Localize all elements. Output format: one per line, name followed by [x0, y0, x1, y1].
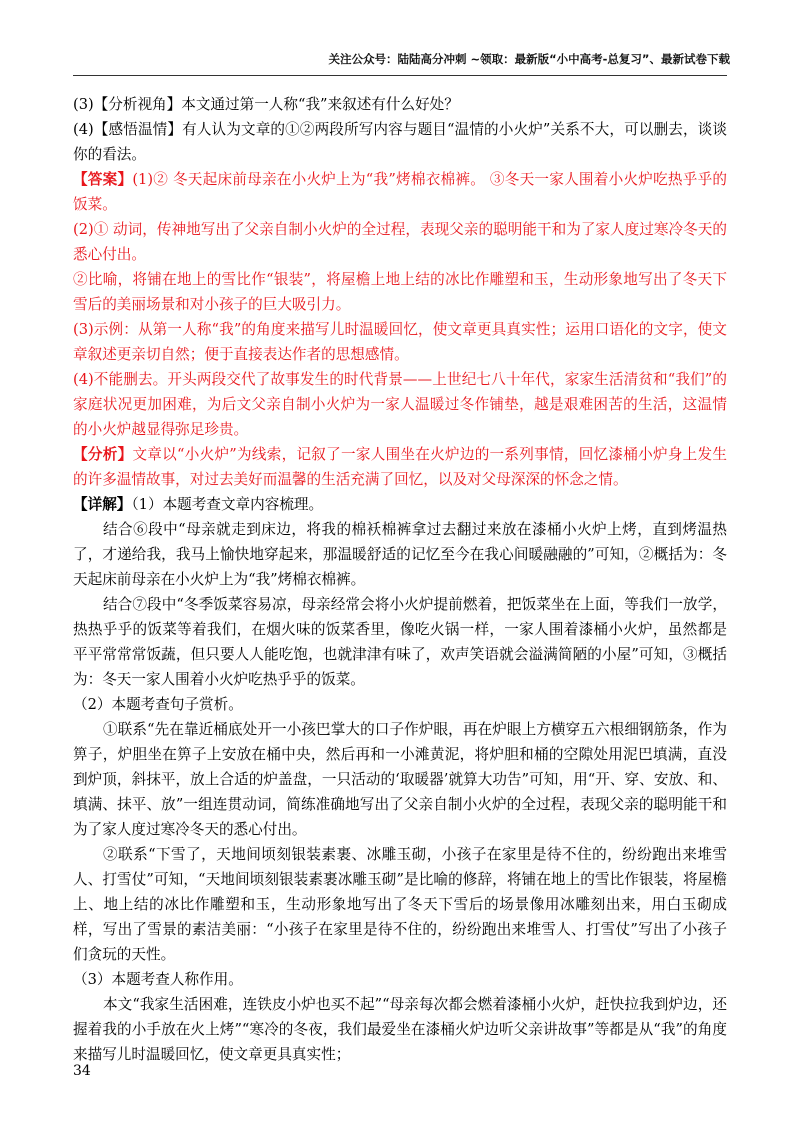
detail-intro	[73, 492, 727, 517]
detail-intro-text: （1）本题考查文章内容梳理。	[131, 496, 324, 513]
detail-question-2: （2）本题考查句子赏析。	[73, 696, 243, 713]
page-content	[73, 92, 727, 1067]
detail-label: 【详解】	[73, 496, 132, 513]
detail-paragraph-5: 本文“我家生活困难，连铁皮小炉也买不起”“母亲每次都会燃着漆桶小火炉，赶快拉我到炉边，还握着我的小手放在火上烤”“寒冷的冬夜，我们最爱坐在漆桶火炉边听父亲讲故事”等都是从“我”的角度来描写儿时温暖回忆，使文章更具真实性；	[73, 996, 727, 1063]
answer-1	[73, 167, 727, 217]
answer-2-1: (2)① 动词，传神地写出了父亲自制小火炉的全过程，表现父亲的聪明能干和为了家人度过寒冷冬天的悉心付出。	[73, 221, 727, 263]
analysis	[73, 442, 727, 492]
answer-4: (4)不能删去。开头两段交代了故事发生的时代背景——上世纪七八十年代，家家生活清贫和“我们”的家庭状况更加困难，为后文父亲自制小火炉为一家人温暖过冬作铺垫，越是艰难困苦的生活，这温情的小火炉越显得弥足珍贵。	[73, 371, 727, 438]
page-number: 34	[73, 1063, 91, 1079]
analysis-text: 文章以“小火炉”为线索，记叙了一家人围坐在火炉边的一系列事情，回忆漆桶小炉身上发生的许多温情故事，对过去美好而温馨的生活充满了回忆，以及对父母深深的怀念之情。	[73, 446, 727, 488]
detail-paragraph-4: ②联系“下雪了，天地间顷刻银装素裹、冰雕玉砌，小孩子在家里是待不住的，纷纷跑出来堆雪人、打雪仗”可知，“天地间顷刻银装素裹冰雕玉砌”是比喻的修辞，将铺在地上的雪比作银装，将屋檐上、地上结的冰比作雕塑和玉，生动形象地写出了冬天下雪后的场景像用冰雕刻出来，用白玉砌成样，写出了雪景的素洁美丽：“小孩子在家里是待不住的，纷纷跑出来堆雪人、打雪仗”写出了小孩子们贪玩的天性。	[73, 846, 727, 963]
detail-paragraph-2: 结合⑦段中“冬季饭菜容易凉，母亲经常会将小火炉提前燃着，把饭菜坐在上面，等我们一放学，热热乎乎的饭菜等着我们，在烟火味的饭菜香里，像吃火锅一样，一家人围着漆桶小火炉，虽然都是平平常常常饭蔬，但只要人人能吃饱，也就津津有味了，欢声笑语就会溢满简陋的小屋”可知，③概括为：冬天一家人围着小火炉吃热乎乎的饭菜。	[73, 596, 727, 688]
answer-label: 【答案】	[73, 171, 133, 188]
answer-2-2: ②比喻，将铺在地上的雪比作“银装”，将屋檐上地上结的冰比作雕塑和玉，生动形象地写出了冬天下雪后的美丽场景和对小孩子的巨大吸引力。	[73, 271, 727, 313]
detail-paragraph-1: 结合⑥段中“母亲就走到床边，将我的棉袄棉裤拿过去翻过来放在漆桶小火炉上烤，直到烤温热了，才递给我，我马上愉快地穿起来，那温暖舒适的记忆至今在我心间暖融融的”可知，②概括为：冬天起床前母亲在小火炉上为“我”烤棉衣棉裤。	[73, 521, 727, 588]
detail-question-3: （3）本题考查人称作用。	[73, 971, 243, 988]
question-4: (4)【感悟温情】有人认为文章的①②两段所写内容与题目“温情的小火炉”关系不大，可以删去，谈谈你的看法。	[73, 121, 727, 163]
question-3: (3)【分析视角】本文通过第一人称“我”来叙述有什么好处？	[73, 96, 459, 113]
detail-paragraph-3: ①联系“先在靠近桶底处开一小孩巴掌大的口子作炉眼，再在炉眼上方横穿五六根细钢筋条，作为箅子，炉胆坐在箅子上安放在桶中央，然后再和一小滩黄泥，将炉胆和桶的空隙处用泥巴填满，直没到炉顶，斜抹平，放上合适的炉盖盘，一只活动的‘取暖器’就算大功告”可知，用“开、穿、安放、和、填满、抹平、放”一组连贯动词，简练准确地写出了父亲自制小火炉的全过程，表现父亲的聪明能干和为了家人度过寒冷冬天的悉心付出。	[73, 721, 727, 838]
answer-1-text: (1)② 冬天起床前母亲在小火炉上为“我”烤棉衣棉裤。 ③冬天一家人围着小火炉吃热乎乎的饭菜。	[73, 171, 727, 213]
answer-3: (3)示例：从第一人称“我”的角度来描写儿时温暖回忆，使文章更具真实性；运用口语化的文字，使文章叙述更亲切自然；便于直接表达作者的思想感情。	[73, 321, 727, 363]
analysis-label: 【分析】	[73, 446, 133, 463]
page-header: 关注公众号：陆陆高分冲刺 ~领取：最新版“小中高考-总复习”、最新试卷下载	[328, 52, 730, 66]
header-divider	[73, 75, 727, 76]
